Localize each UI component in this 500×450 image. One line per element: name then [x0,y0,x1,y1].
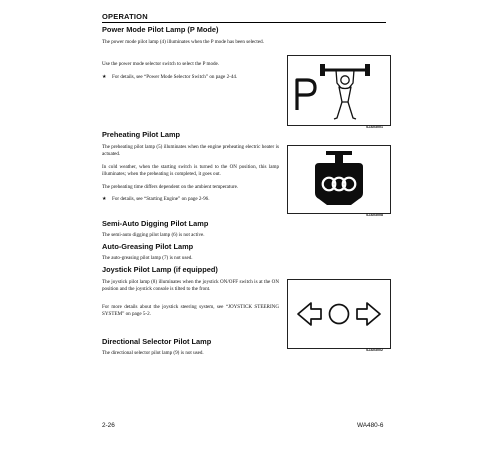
joystick-lamp-icon [288,280,390,348]
power-mode-paragraph-2: Use the power mode selector switch to select the P mode. [102,61,220,67]
section-header: OPERATION [102,12,386,23]
power-mode-heading: Power Mode Pilot Lamp (P Mode) [102,25,219,34]
preheating-bullet-text: For details, see “Starting Engine” on page 2-96. [112,196,210,202]
star-bullet-icon: ★ [102,74,107,80]
directional-paragraph: The directional selector pilot lamp (9) is not used. [102,350,204,356]
preheating-paragraph-1: The preheating pilot lamp (5) illuminates when the engine preheating electric heater is actuated. [102,144,279,157]
auto-greasing-heading: Auto-Greasing Pilot Lamp [102,242,194,251]
joystick-lamp-figure [287,279,391,349]
power-mode-lamp-figure [287,55,391,126]
preheating-paragraph-3: The preheating time differs dependent on the ambient temperature. [102,184,239,190]
preheating-lamp-figure [287,145,391,214]
joystick-paragraph-2: For more details about the joystick steering system, see “JOYSTICK STEERING SYSTEM” on page 5-2. [102,304,279,317]
semi-auto-heading: Semi-Auto Digging Pilot Lamp [102,219,209,228]
model-number: WA480-6 [357,422,384,429]
power-mode-paragraph-1: The power mode pilot lamp (4) illuminates when the P mode has been selected. [102,39,264,45]
preheating-heading: Preheating Pilot Lamp [102,130,181,139]
joystick-heading: Joystick Pilot Lamp (if equipped) [102,265,218,274]
semi-auto-paragraph: The semi-auto digging pilot lamp (6) is not active. [102,232,205,238]
preheating-paragraph-2: In cold weather, when the starting switch is turned to the ON position, this lamp illuminates; when the preheating is completed, it goes out. [102,164,279,177]
joystick-figure-code: SJA03002 [366,348,383,352]
preheating-lamp-icon [288,146,390,213]
star-bullet-icon: ★ [102,196,107,202]
power-mode-bullet-text: For details, see “Power Mode Selector Switch” on page 2-44. [112,74,238,80]
page-number: 2-26 [102,422,115,429]
auto-greasing-paragraph: The auto-greasing pilot lamp (7) is not used. [102,255,193,261]
preheating-figure-code: SJA03008 [366,213,383,217]
power-mode-lamp-icon [288,56,390,125]
directional-heading: Directional Selector Pilot Lamp [102,337,212,346]
power-mode-figure-code: SJA03001 [366,125,383,129]
joystick-paragraph-1: The joystick pilot lamp (8) illuminates when the joystick ON/OFF switch is at the ON position and the joystick console is tilted to the front. [102,279,279,292]
